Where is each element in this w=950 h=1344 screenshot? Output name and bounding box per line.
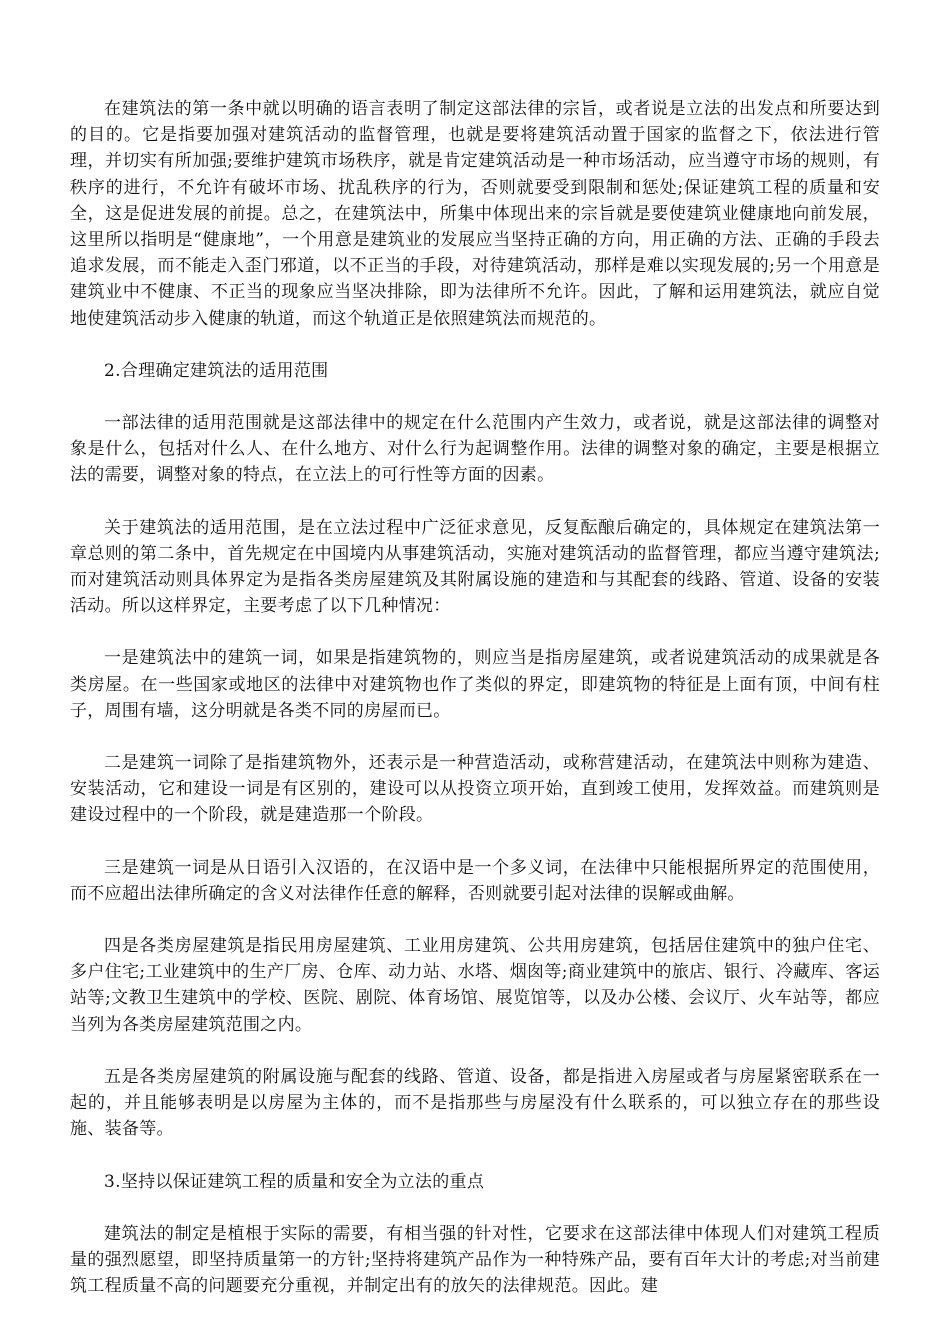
- section-heading-2: 2.合理确定建筑法的适用范围: [104, 360, 329, 381]
- paragraph-scope-definition: 一部法律的适用范围就是这部法律中的规定在什么范围内产生效力，或者说，就是这部法律的调整对象是什么，包括对什么人、在什么地方、对什么行为起调整作用。法律的调整对象的确定，主要是根据立法的需要，调整对象的特点，在立法上的可行性等方面的因素。: [70, 413, 880, 486]
- section-heading-3: 3.坚持以保证建筑工程的质量和安全为立法的重点: [104, 1171, 485, 1192]
- paragraph-point-two: 二是建筑一词除了是指建筑物外，还表示是一种营造活动，或称营建活动，在建筑法中则称为建造、安装活动，它和建设一词是有区别的，建设可以从投资立项开始，直到竣工使用，发挥效益。而建筑则是建设过程中的一个阶段，就是建造那一个阶段。: [70, 753, 880, 826]
- paragraph-scope-article: 关于建筑法的适用范围，是在立法过程中广泛征求意见，反复酝酿后确定的，具体规定在建筑法第一章总则的第二条中，首先规定在中国境内从事建筑活动，实施对建筑活动的监督管理，都应当遵守建筑法;而对建筑活动则具体界定为是指各类房屋建筑及其附属设施的建造和与其配套的线路、管道、设备的安装活动。所以这样界定，主要考虑了以下几种情况：: [70, 517, 880, 617]
- paragraph-point-five: 五是各类房屋建筑的附属设施与配套的线路、管道、设备，都是指进入房屋或者与房屋紧密联系在一起的，并且能够表明是以房屋为主体的，而不是指那些与房屋没有什么联系的，可以独立存在的那些设施、装备等。: [70, 1066, 880, 1140]
- paragraph-quality-focus: 建筑法的制定是植根于实际的需要，有相当强的针对性，它要求在这部法律中体现人们对建筑工程质量的强烈愿望，即坚持质量第一的方针;坚持将建筑产品作为一种特殊产品，要有百年大计的考虑;对当前建筑工程质量不高的问题要充分重视，并制定出有的放矢的法律规范。因此。建: [70, 1223, 880, 1297]
- paragraph-point-three: 三是建筑一词是从日语引入汉语的，在汉语中是一个多义词，在法律中只能根据所界定的范围使用，而不应超出法律所确定的含义对法律作任意的解释，否则就要引起对法律的误解或曲解。: [70, 857, 880, 904]
- paragraph-point-four: 四是各类房屋建筑是指民用房屋建筑、工业用房建筑、公共用房建筑，包括居住建筑中的独户住宅、多户住宅;工业建筑中的生产厂房、仓库、动力站、水塔、烟囱等;商业建筑中的旅店、银行、冷藏库、客运站等;文教卫生建筑中的学校、医院、剧院、体育场馆、展览馆等，以及办公楼、会议厅、火车站等，都应当列为各类房屋建筑范围之内。: [70, 936, 880, 1035]
- paragraph-point-one: 一是建筑法中的建筑一词，如果是指建筑物的，则应当是指房屋建筑，或者说建筑活动的成果就是各类房屋。在一些国家或地区的法律中对建筑物也作了类似的界定，即建筑物的特征是上面有顶，中间有柱子，周围有墙，这分明就是各类不同的房屋而已。: [70, 648, 880, 721]
- paragraph-purpose: 在建筑法的第一条中就以明确的语言表明了制定这部法律的宗旨，或者说是立法的出发点和所要达到的目的。它是指要加强对建筑活动的监督管理，也就是要将建筑活动置于国家的监督之下，依法进行管理，并切实有所加强;要维护建筑市场秩序，就是肯定建筑活动是一种市场活动，应当遵守市场的规则，有秩序的进行，不允许有破坏市场、扰乱秩序的行为，否则就要受到限制和惩处;保证建筑工程的质量和安全，这是促进发展的前提。总之，在建筑法中，所集中体现出来的宗旨就是要使建筑业健康地向前发展，这里所以指明是“健康地”，一个用意是建筑业的发展应当坚持正确的方向，用正确的方法、正确的手段去追求发展，而不能走入歪门邪道，以不正当的手段，对待建筑活动，那样是难以实现发展的;另一个用意是建筑业中不健康、不正当的现象应当坚决排除，即为法律所不允许。因此，了解和运用建筑法，就应自觉地使建筑活动步入健康的轨道，而这个轨道正是依照建筑法而规范的。: [70, 99, 880, 329]
